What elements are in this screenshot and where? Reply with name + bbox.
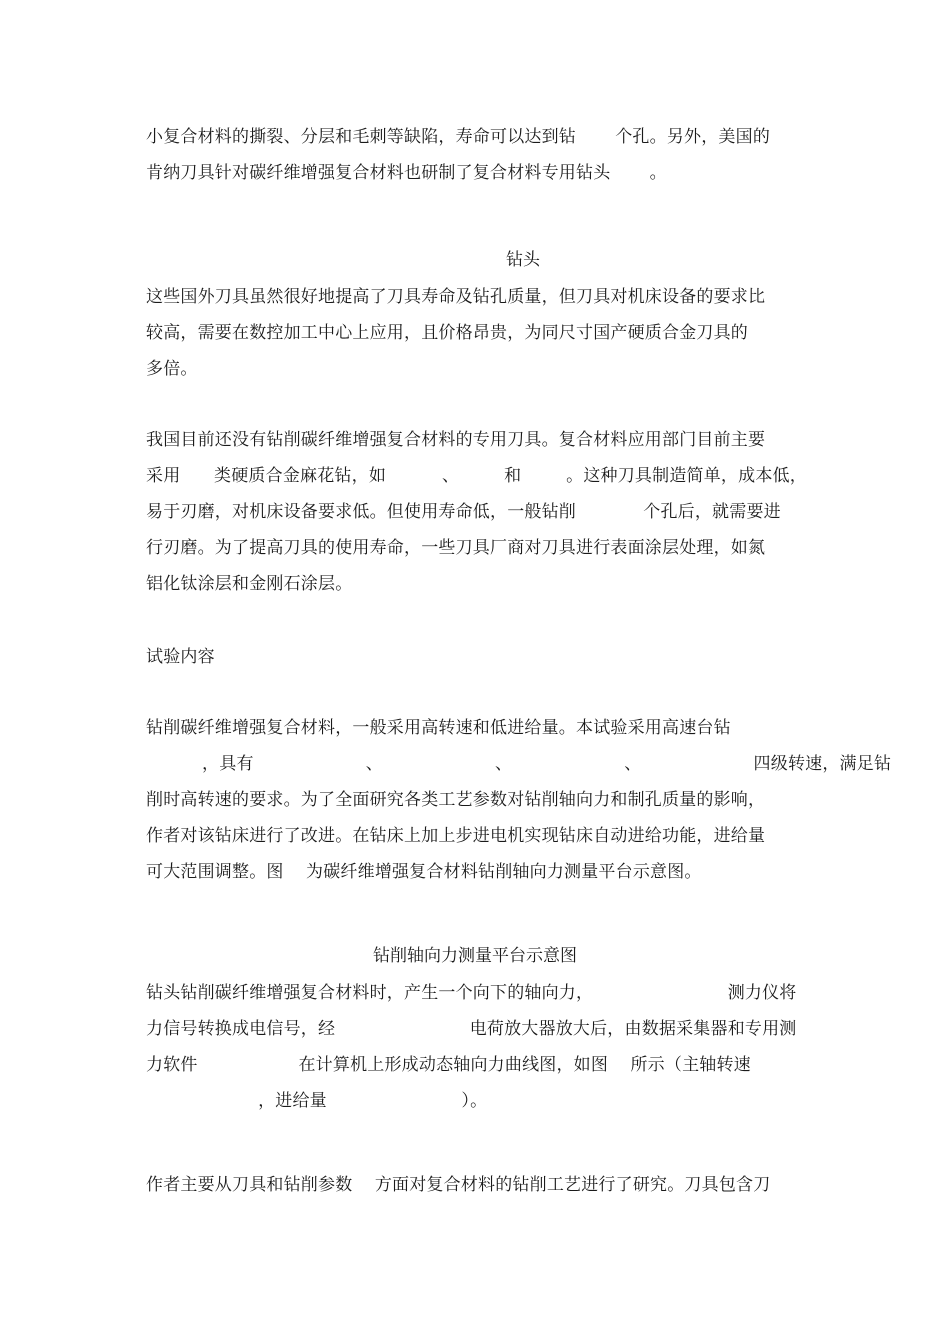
text-line: 这些国外刀具虽然很好地提高了刀具寿命及钻孔质量，但刀具对机床设备的要求比 [146,287,766,307]
text-line: 力软件 在计算机上形成动态轴向力曲线图，如图 所示（主轴转速 [146,1055,751,1075]
text-line: 作者主要从刀具和钻削参数 方面对复合材料的钻削工艺进行了研究。刀具包含刀 [146,1175,771,1195]
figure-caption-drill: 钻头 [506,250,540,270]
text-line: 我国目前还没有钻削碳纤维增强复合材料的专用刀具。复合材料应用部门目前主要 [146,430,766,450]
text-line: 作者对该钻床进行了改进。在钻床上加上步进电机实现钻床自动进给功能，进给量 [146,826,766,846]
text-line: 可大范围调整。图 为碳纤维增强复合材料钻削轴向力测量平台示意图。 [146,862,702,882]
text-line: 小复合材料的撕裂、分层和毛刺等缺陷，寿命可以达到钻 个孔。另外，美国的 [146,127,771,147]
text-line: ，进给量 ）。 [146,1091,488,1111]
figure-caption-platform: 钻削轴向力测量平台示意图 [373,946,577,966]
text-line: ，具有 、 、 、 四级转速，满足钻 [146,754,892,774]
section-heading: 试验内容 [146,647,215,667]
text-line: 易于刃磨，对机床设备要求低。但使用寿命低，一般钻削 个孔后，就需要进 [146,502,781,522]
text-line: 钻头钻削碳纤维增强复合材料时，产生一个向下的轴向力， 测力仪将 [146,983,797,1003]
text-line: 肯纳刀具针对碳纤维增强复合材料也研制了复合材料专用钻头 。 [146,163,667,183]
text-line: 铝化钛涂层和金刚石涂层。 [146,574,353,594]
text-line: 力信号转换成电信号，经 电荷放大器放大后，由数据采集器和专用测 [146,1019,797,1039]
text-line: 多倍。 [146,359,198,379]
text-line: 行刃磨。为了提高刀具的使用寿命，一些刀具厂商对刀具进行表面涂层处理，如氮 [146,538,766,558]
text-line: 削时高转速的要求。为了全面研究各类工艺参数对钻削轴向力和制孔质量的影响， [146,790,766,810]
text-line: 采用 类硬质合金麻花钻，如 、 和 。这种刀具制造简单，成本低， [146,466,807,486]
text-line: 钻削碳纤维增强复合材料，一般采用高转速和低进给量。本试验采用高速台钻 [146,718,731,738]
text-line: 较高，需要在数控加工中心上应用，且价格昂贵，为同尺寸国产硬质合金刀具的 [146,323,748,343]
